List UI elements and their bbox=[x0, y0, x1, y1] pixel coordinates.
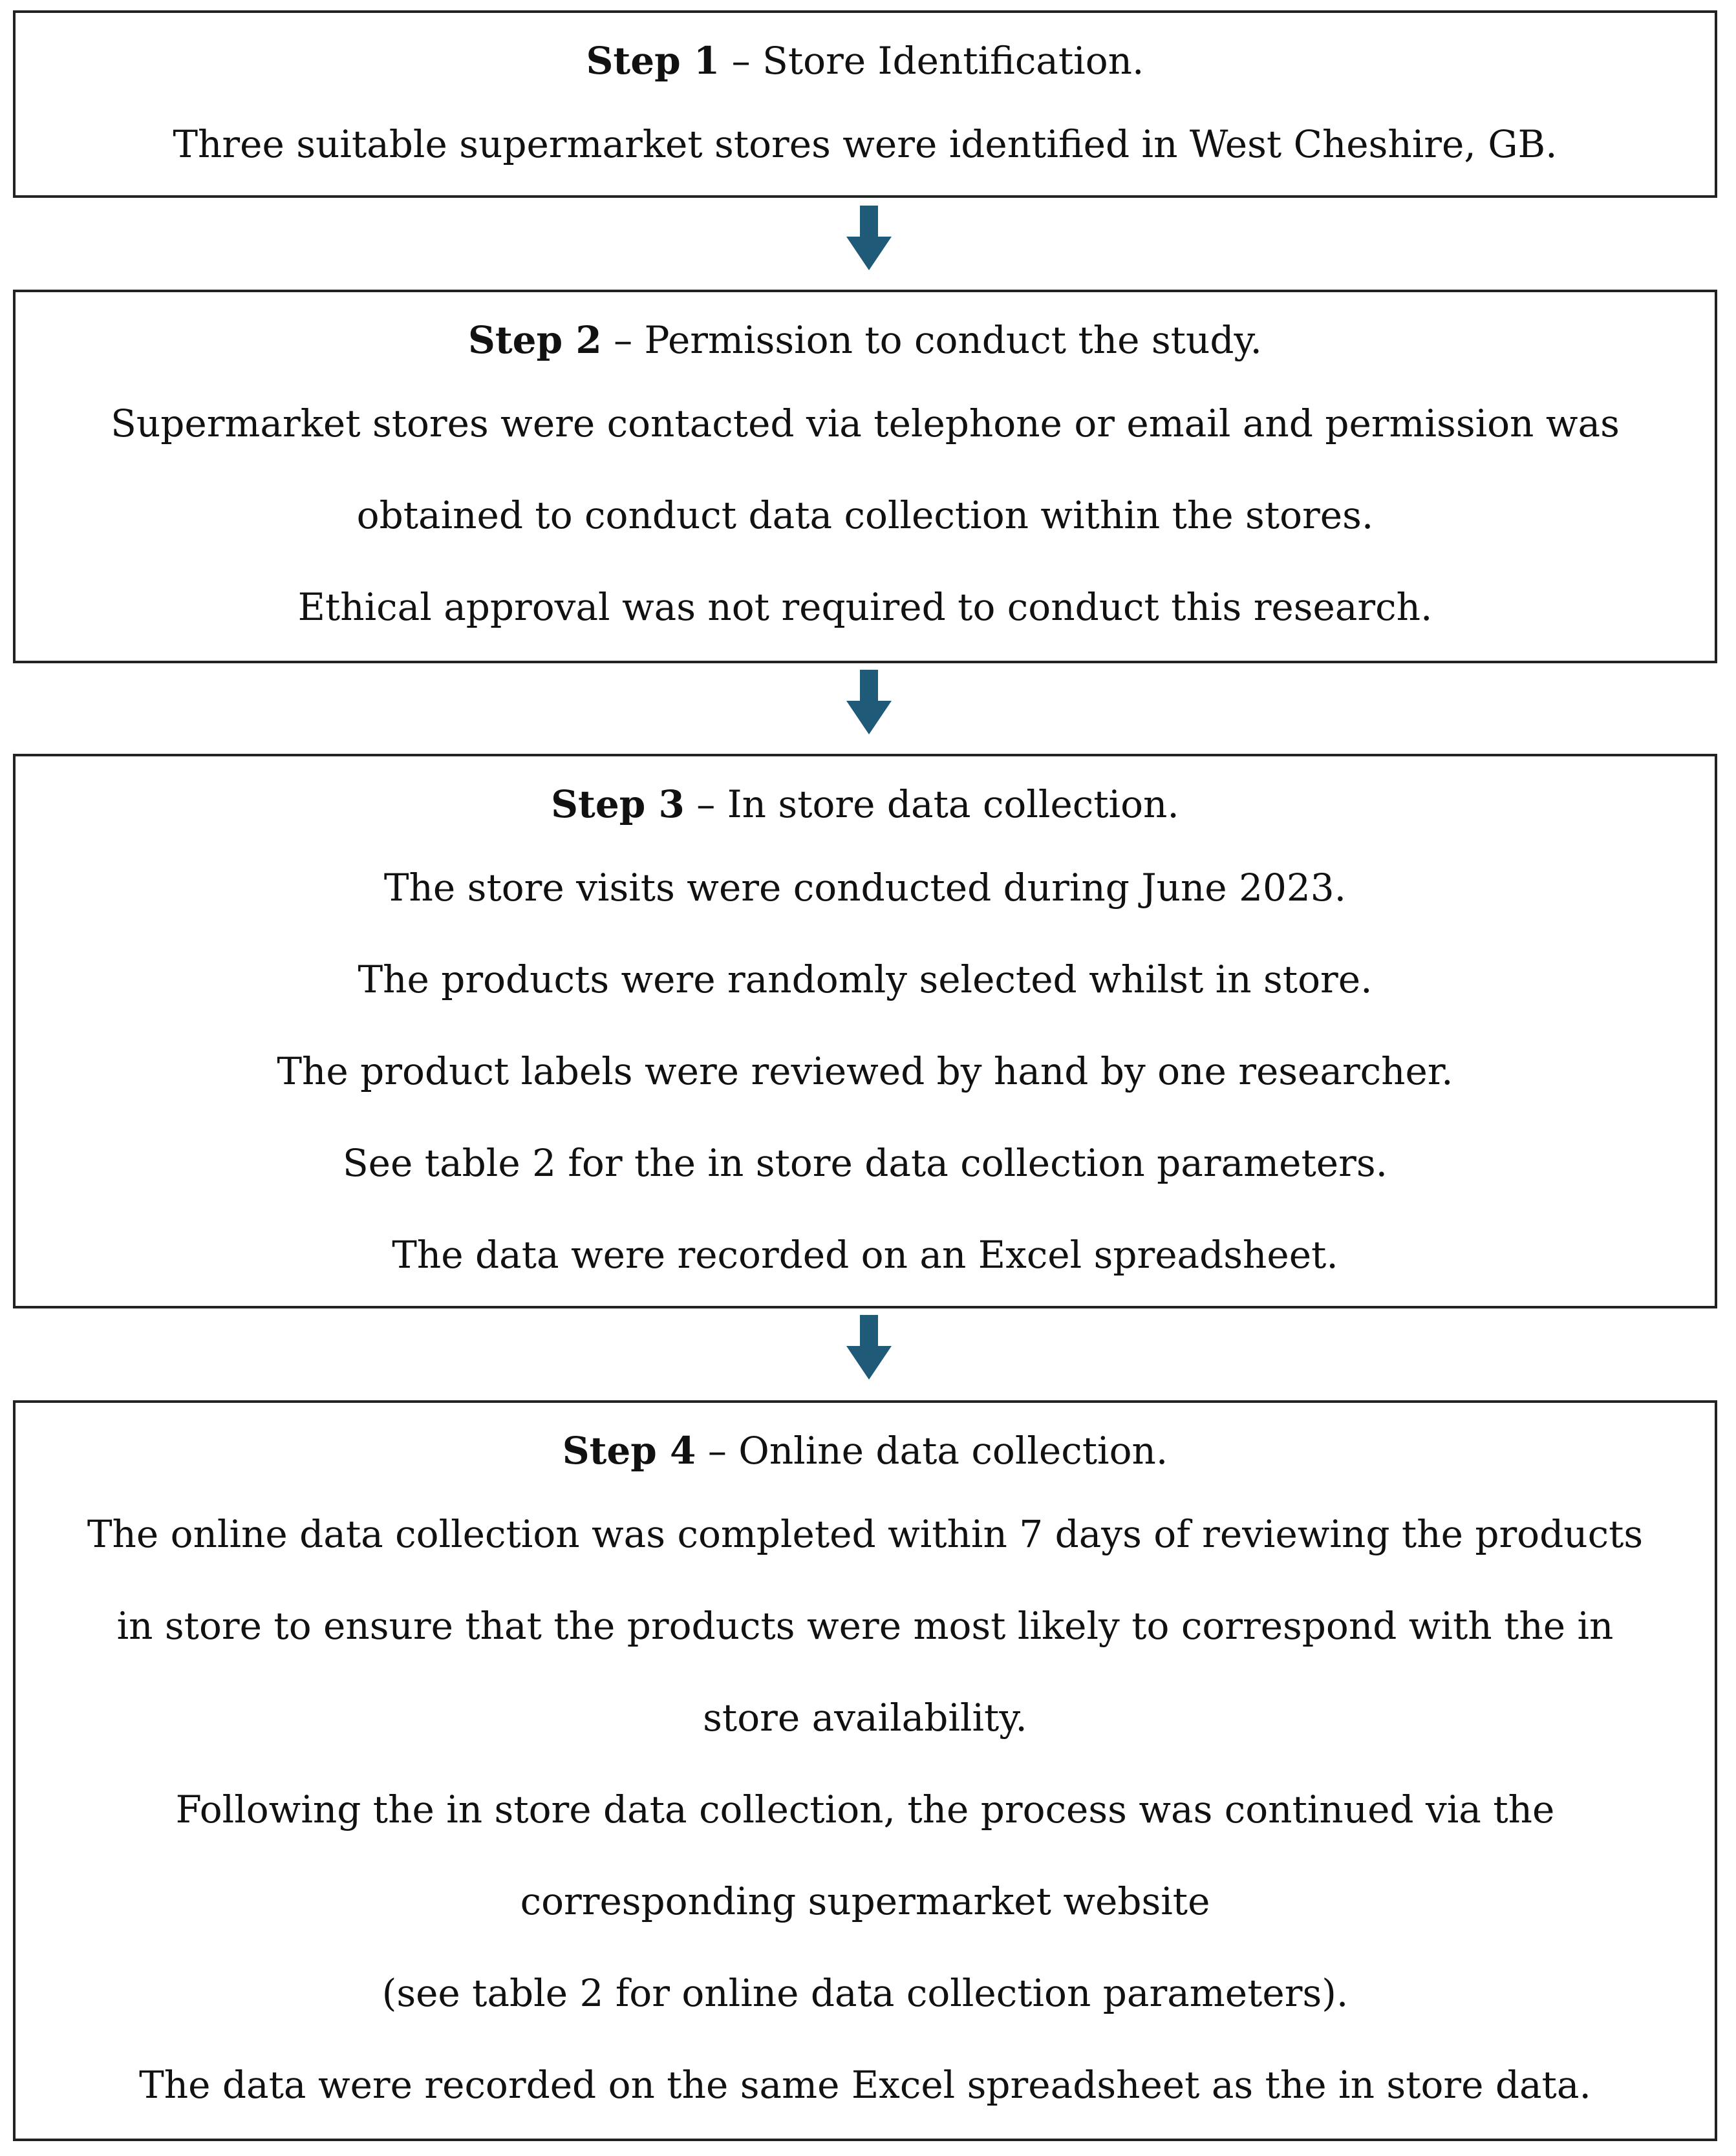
step-1-heading-text: – Store Identification. bbox=[720, 39, 1144, 83]
step-4-line-7: The data were recorded on the same Excel spreadsheet as the in store data. bbox=[139, 2063, 1591, 2107]
step-4-line-3: store availability. bbox=[703, 1696, 1027, 1740]
step-3-heading-text: – In store data collection. bbox=[684, 782, 1179, 826]
step-1-heading bbox=[586, 30, 1144, 92]
arrow-down-icon bbox=[846, 206, 892, 270]
step-4-heading bbox=[563, 1420, 1168, 1482]
step-4-line-6: (see table 2 for online data collection parameters). bbox=[381, 1971, 1349, 2015]
step-3-line-4: See table 2 for the in store data collection parameters. bbox=[342, 1141, 1388, 1185]
step-2-heading bbox=[468, 309, 1262, 371]
step-4-line-5: corresponding supermarket website bbox=[520, 1879, 1210, 1923]
step-2-line-1: Supermarket stores were contacted via telephone or email and permission was bbox=[111, 401, 1620, 445]
step-2-box bbox=[13, 290, 1717, 663]
arrow-down-icon bbox=[846, 670, 892, 734]
step-3-box bbox=[13, 754, 1717, 1308]
step-1-title: Step 1 bbox=[586, 39, 720, 83]
step-4-heading-text: – Online data collection. bbox=[696, 1429, 1168, 1473]
step-4-line-1: The online data collection was completed within 7 days of reviewing the products bbox=[87, 1512, 1644, 1556]
arrow-down-icon bbox=[846, 1315, 892, 1380]
step-1-box bbox=[13, 10, 1717, 198]
step-4-title: Step 4 bbox=[562, 1429, 696, 1473]
step-2-line-3: Ethical approval was not required to conduct this research. bbox=[297, 585, 1433, 629]
step-3-heading bbox=[551, 773, 1179, 835]
step-3-line-1: The store visits were conducted during June 2023. bbox=[383, 866, 1347, 910]
step-3-line-2: The products were randomly selected whilst in store. bbox=[358, 957, 1373, 1001]
step-2-heading-text: – Permission to conduct the study. bbox=[601, 318, 1262, 362]
step-2-line-2: obtained to conduct data collection within the stores. bbox=[356, 493, 1374, 537]
step-3-title: Step 3 bbox=[551, 782, 685, 826]
step-3-line-5: The data were recorded on an Excel spreadsheet. bbox=[392, 1233, 1338, 1277]
step-4-line-2: in store to ensure that the products were most likely to correspond with the in bbox=[116, 1604, 1614, 1648]
step-4-line-4: Following the in store data collection, the process was continued via the bbox=[175, 1788, 1555, 1831]
step-4-box bbox=[13, 1400, 1717, 2141]
step-1-line-1: Three suitable supermarket stores were identified in West Cheshire, GB. bbox=[173, 122, 1558, 166]
step-3-line-3: The product labels were reviewed by hand by one researcher. bbox=[277, 1049, 1453, 1093]
step-2-title: Step 2 bbox=[468, 318, 602, 362]
